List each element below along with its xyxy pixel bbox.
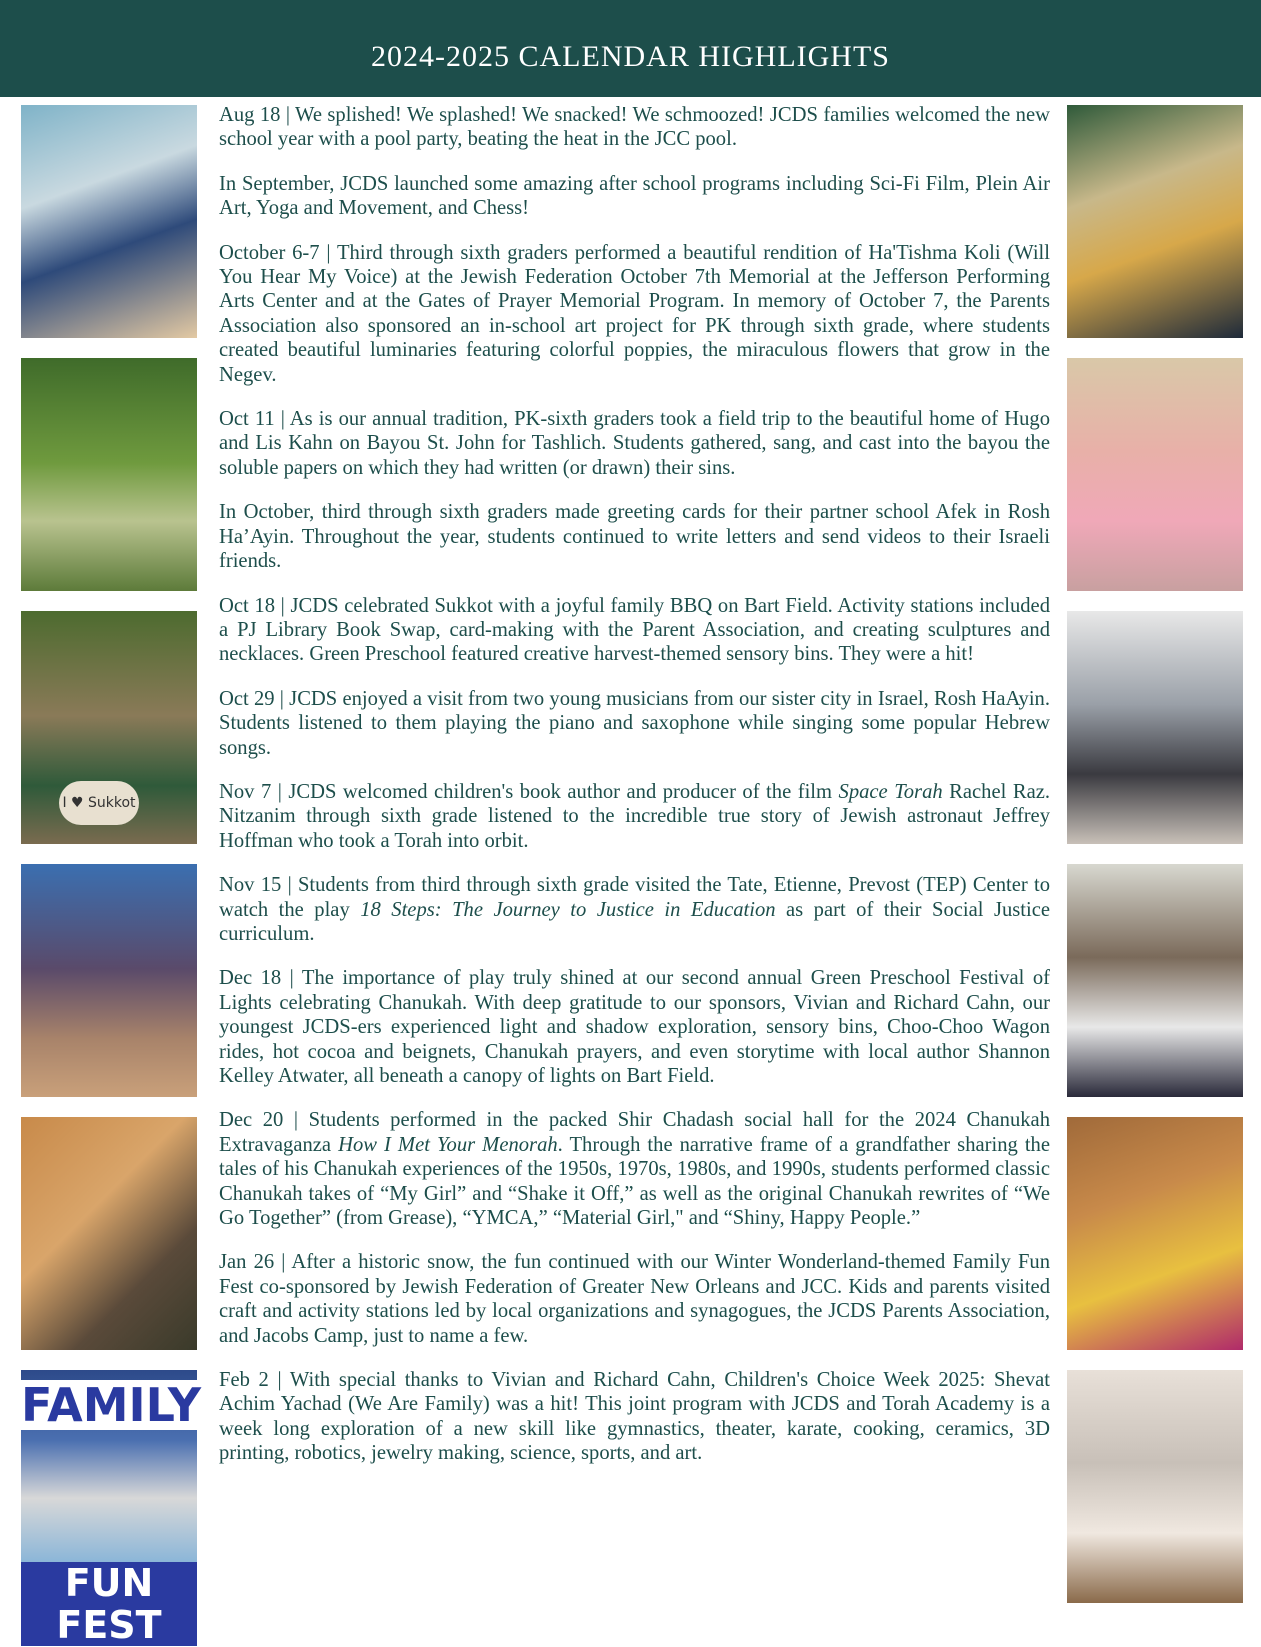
entry-nov-7-after: Rachel Raz. Nitzanim through sixth grade listened to the incredible true story of Jewish astronaut Jeffrey Hoffman who took a Torah into orbit. — [219, 780, 1050, 852]
entry-october-cards: In October, third through sixth graders made greeting cards for their partner school Afek in Rosh Ha’Ayin. Throughout the year, students continued to write letters and send videos to their Israeli friends. — [219, 501, 1050, 573]
entry-nov-15 — [219, 873, 1050, 946]
entry-aug-18: Aug 18 | We splished! We splashed! We snacked! We schmoozed! JCDS families welcomed the new school year with a pool party, beating the heat in the JCC pool. — [219, 104, 1050, 151]
entry-feb-2: Feb 2 | With special thanks to Vivian and Richard Cahn, Children's Choice Week 2025: Shevat Achim Yachad (We Are Family) was a hit! This joint program with JCDS and Torah Academy is a week long exploration of a new skill like gymnastics, theater, karate, cooking, ceramics, 3D printing, robotics, jewelry making, science, sports, and art. — [219, 1369, 1050, 1465]
photo-family-fun-fest — [21, 1370, 202, 1647]
entry-nov-7-before: Nov 7 | JCDS welcomed children's book author and producer of the film — [219, 780, 839, 803]
entry-jan-26: Jan 26 | After a historic snow, the fun continued with our Winter Wonderland-themed Family Fun Fest co-sponsored by Jewish Federation of Greater New Orleans and JCC. Kids and parents visited craft and activity stations led by local organizations and synagogues, the JCDS Parents Association, and Jacobs Camp, just to name a few. — [219, 1251, 1050, 1347]
page-header — [0, 0, 1261, 97]
fun-fest-banner: FUN FEST — [21, 1562, 197, 1646]
entry-dec-20 — [219, 1108, 1050, 1230]
entry-nov-15-after: as part of their Social Justice curriculum. — [219, 898, 1050, 945]
entry-nov-7-title: Space Torah — [838, 780, 943, 803]
entry-september: In September, JCDS launched some amazing after school programs including Sci-Fi Film, Plein Air Art, Yoga and Movement, and Chess! — [219, 172, 1050, 220]
sukkot-sign: I ♥ Sukkot — [59, 781, 139, 825]
page-title: 2024-2025 CALENDAR HIGHLIGHTS — [371, 39, 890, 73]
left-photo-column — [21, 105, 202, 1647]
photo-pool-party-child — [21, 105, 197, 338]
photo-chanukah-child-shadow — [21, 1117, 197, 1350]
calendar-entries — [219, 103, 1050, 1486]
entry-dec-18: Dec 18 | The importance of play truly shined at our second annual Green Preschool Festival of Lights celebrating Chanukah. With deep gratitude to our sponsors, Vivian and Richard Cahn, our youngest JCDS-ers experienced light and shadow exploration, sensory bins, Choo-Choo Wagon rides, hot cocoa and beignets, Chanukah prayers, and even storytime with local author Shannon Kelley Atwater, all beneath a canopy of lights on Bart Field. — [219, 967, 1050, 1087]
entry-nov-15-title: 18 Steps: The Journey to Justice in Education — [360, 898, 776, 921]
photo-students-tep-center — [1067, 864, 1243, 1097]
entry-nov-15-before: Nov 15 | Students from third through sixth grade visited the Tate, Etienne, Prevost (TEP) Center to watch the play — [219, 874, 1050, 921]
entry-dec-20-after: . Through the narrative frame of a grandfather sharing the tales of his Chanukah experiences of the 1950s, 1970s, 1980s, and 1990s, students performed classic Chanukah takes of “My Girl” and “Shake it Off,” as well as the original Chanukah rewrites of “We Go Together” (from Grease), “YMCA,” “Material Girl," and “Shiny, Happy People.” — [219, 1133, 1050, 1230]
entry-oct-29: Oct 29 | JCDS enjoyed a visit from two young musicians from our sister city in Israel, Rosh HaAyin. Students listened to them playing the piano and saxophone while singing some popular Hebrew songs. — [219, 687, 1050, 759]
photo-sukkot-child — [21, 611, 197, 844]
photo-luminaries — [1067, 105, 1243, 338]
entry-dec-20-title: How I Met Your Menorah — [338, 1133, 558, 1156]
entry-nov-7 — [219, 780, 1050, 853]
photo-storytime-space — [21, 864, 197, 1097]
photo-greeting-card-child — [1067, 358, 1243, 591]
family-banner: FAMILY — [21, 1378, 202, 1432]
right-photo-column — [1067, 105, 1243, 1623]
photo-chanukah-costumes — [1067, 1117, 1243, 1350]
entry-oct-18: Oct 18 | JCDS celebrated Sukkot with a joyful family BBQ on Bart Field. Activity stations included a PJ Library Book Swap, card-making with the Parent Association, and creating sculptures and necklaces. Green Preschool featured creative harvest-themed sensory bins. They were a hit! — [219, 594, 1050, 666]
photo-musicians-visit — [1067, 611, 1243, 844]
photo-tashlich-field-trip — [21, 358, 197, 591]
entry-dec-20-before: Dec 20 | Students performed in the packed Shir Chadash social hall for the 2024 Chanukah Extravaganza — [219, 1109, 1050, 1156]
entry-oct-11: Oct 11 | As is our annual tradition, PK-sixth graders took a field trip to the beautiful home of Hugo and Lis Kahn on Bayou St. John for Tashlich. Students gathered, sang, and cast into the bayou the soluble papers on which they had written (or drawn) their sins. — [219, 408, 1050, 479]
entry-october-6-7: October 6-7 | Third through sixth graders performed a beautiful rendition of Ha'Tishma Koli (Will You Hear My Voice) at the Jewish Federation October 7th Memorial at the Jefferson Performing Arts Center and at the Gates of Prayer Memorial Program. In memory of October 7, the Parents Association also sponsored an in-school art project for PK through sixth grade, where students created beautiful luminaries featuring colorful poppies, the miraculous flowers that grow in the Negev. — [219, 241, 1050, 386]
photo-childrens-choice-week — [1067, 1370, 1243, 1603]
